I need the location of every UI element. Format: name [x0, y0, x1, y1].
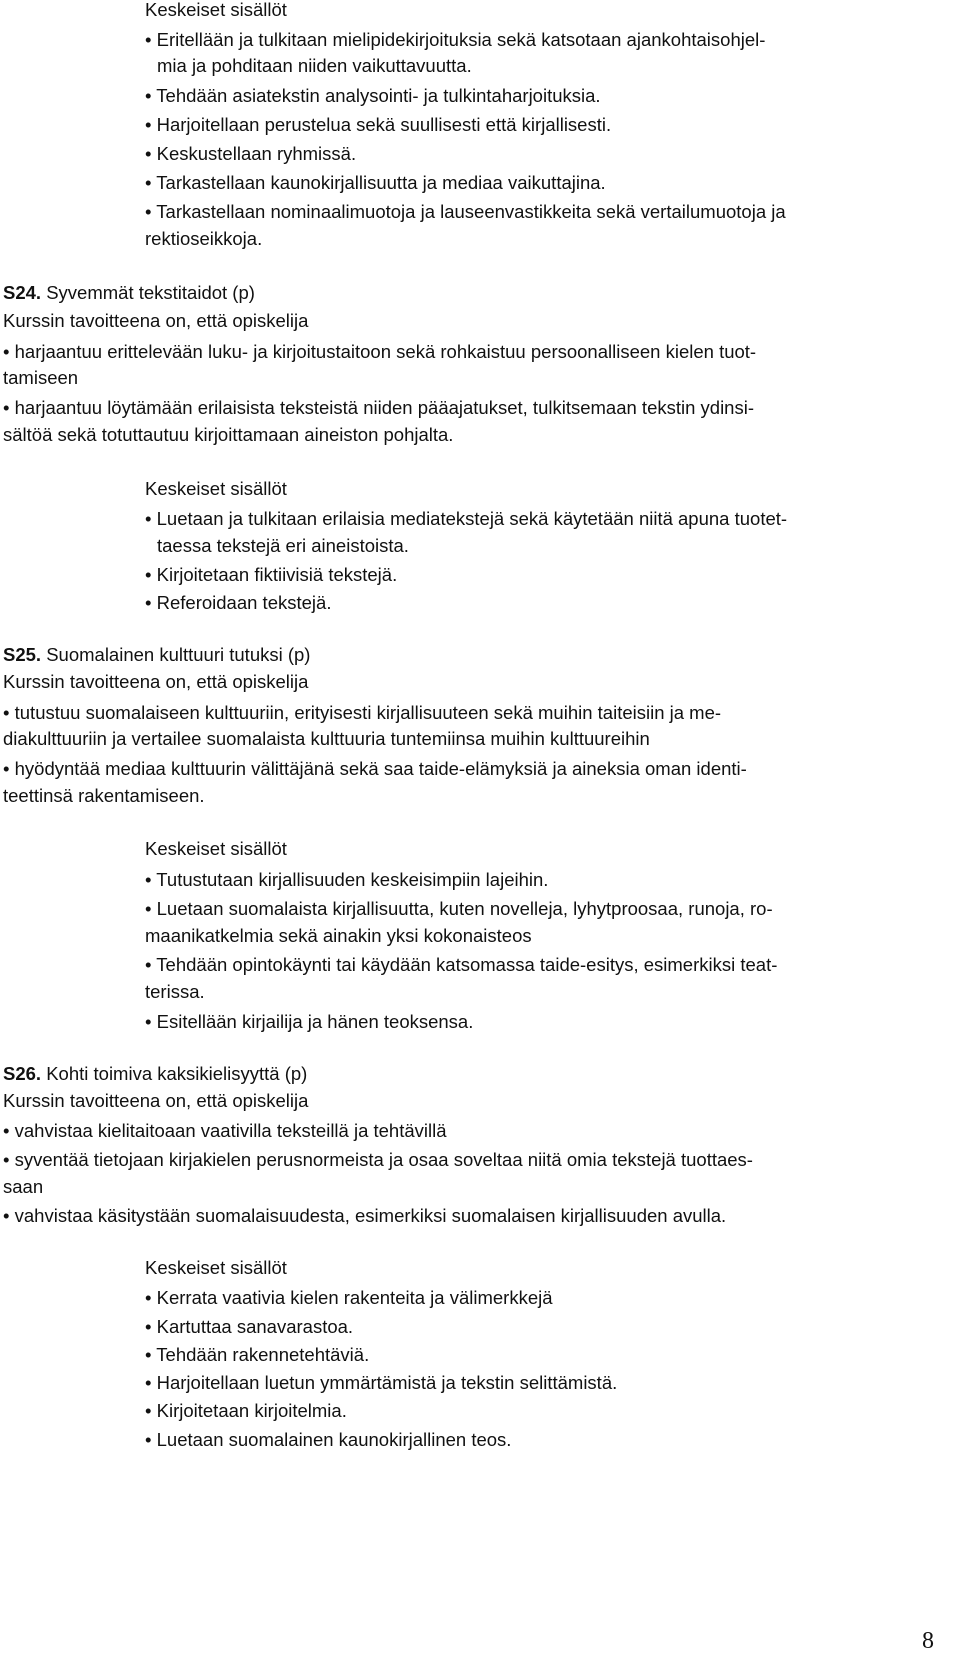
- list-item: • Tehdään asiatekstin analysointi- ja tulkintaharjoituksia.: [145, 82, 601, 110]
- goal-item-continuation: teettinsä rakentamiseen.: [3, 785, 205, 806]
- list-item: • Tarkastellaan kaunokirjallisuutta ja mediaa vaikuttajina.: [145, 169, 606, 197]
- goal-item: • harjaantuu löytämään erilaisista teksteistä niiden pääajatukset, tulkitsemaan tekstin ydinsi-: [3, 394, 754, 422]
- list-item: • Tutustutaan kirjallisuuden keskeisimpiin lajeihin.: [145, 866, 548, 894]
- list-item: • Kirjoitetaan kirjoitelmia.: [145, 1397, 347, 1425]
- section-heading: Keskeiset sisällöt: [145, 0, 287, 20]
- course-title-s25: [3, 641, 310, 669]
- goal-intro: Kurssin tavoitteena on, että opiskelija: [3, 671, 309, 692]
- list-item: • Keskustellaan ryhmissä.: [145, 140, 356, 168]
- list-item: • Luetaan suomalainen kaunokirjallinen teos.: [145, 1426, 511, 1454]
- list-item: • Esitellään kirjailija ja hänen teoksensa.: [145, 1008, 473, 1036]
- course-title-s26: [3, 1060, 307, 1088]
- goal-item-continuation: saan: [3, 1176, 44, 1197]
- goal-intro: Kurssin tavoitteena on, että opiskelija: [3, 1090, 309, 1111]
- goal-item: • vahvistaa käsitystään suomalaisuudesta, esimerkiksi suomalaisen kirjallisuuden avulla.: [3, 1202, 726, 1230]
- list-item: • Luetaan ja tulkitaan erilaisia mediatekstejä sekä käytetään niitä apuna tuotet-: [145, 505, 787, 533]
- list-item: • Tarkastellaan nominaalimuotoja ja lauseenvastikkeita sekä vertailumuotoja ja: [145, 198, 786, 226]
- course-name: Kohti toimiva kaksikielisyyttä (p): [46, 1063, 308, 1084]
- list-item: • Kirjoitetaan fiktiivisiä tekstejä.: [145, 561, 397, 589]
- section-heading: Keskeiset sisällöt: [145, 478, 287, 499]
- list-item: • Kerrata vaativia kielen rakenteita ja välimerkkejä: [145, 1284, 553, 1312]
- list-item-continuation: taessa tekstejä eri aineistoista.: [157, 535, 409, 556]
- list-item: • Harjoitellaan luetun ymmärtämistä ja tekstin selittämistä.: [145, 1369, 617, 1397]
- goal-item: • vahvistaa kielitaitoaan vaativilla teksteillä ja tehtävillä: [3, 1117, 447, 1145]
- list-item: • Referoidaan tekstejä.: [145, 589, 331, 617]
- goal-item-continuation: tamiseen: [3, 367, 79, 388]
- list-item: • Tehdään opintokäynti tai käydään katsomassa taide-esitys, esimerkiksi teat-: [145, 951, 777, 979]
- list-item: • Luetaan suomalaista kirjallisuutta, kuten novelleja, lyhytproosaa, runoja, ro-: [145, 895, 773, 923]
- list-item-continuation: rektioseikkoja.: [145, 228, 263, 249]
- course-code: S24.: [3, 282, 42, 303]
- list-item: • Harjoitellaan perustelua sekä suullisesti että kirjallisesti.: [145, 111, 611, 139]
- list-item: • Kartuttaa sanavarastoa.: [145, 1313, 353, 1341]
- goal-item-continuation: sältöä sekä totuttautuu kirjoittamaan aineiston pohjalta.: [3, 424, 454, 445]
- goal-intro: Kurssin tavoitteena on, että opiskelija: [3, 310, 309, 331]
- list-item-continuation: terissa.: [145, 981, 205, 1002]
- section-heading: Keskeiset sisällöt: [145, 1257, 287, 1278]
- list-item-continuation: maanikatkelmia sekä ainakin yksi kokonaisteos: [145, 925, 532, 946]
- goal-item: • hyödyntää mediaa kulttuurin välittäjänä sekä saa taide-elämyksiä ja aineksia oman identi-: [3, 755, 747, 783]
- goal-item: • harjaantuu erittelevään luku- ja kirjoitustaitoon sekä rohkaistuu persoonalliseen kielen tuot-: [3, 338, 756, 366]
- course-code: S25.: [3, 644, 42, 665]
- course-name: Suomalainen kulttuuri tutuksi (p): [46, 644, 311, 665]
- section-heading: Keskeiset sisällöt: [145, 838, 287, 859]
- course-code: S26.: [3, 1063, 42, 1084]
- goal-item: • syventää tietojaan kirjakielen perusnormeista ja osaa soveltaa niitä omia tekstejä tuottaes-: [3, 1146, 753, 1174]
- list-item-continuation: mia ja pohditaan niiden vaikuttavuutta.: [157, 55, 472, 76]
- list-item: • Tehdään rakennetehtäviä.: [145, 1341, 369, 1369]
- page-number: 8: [922, 1628, 934, 1654]
- list-item: • Eritellään ja tulkitaan mielipidekirjoituksia sekä katsotaan ajankohtaisohjel-: [145, 26, 765, 54]
- goal-item: • tutustuu suomalaiseen kulttuuriin, erityisesti kirjallisuuteen sekä muihin taiteisiin ja me-: [3, 699, 721, 727]
- goal-item-continuation: diakulttuuriin ja vertailee suomalaista kulttuuria tuntemiinsa muihin kulttuureihin: [3, 728, 650, 749]
- course-name: Syvemmät tekstitaidot (p): [46, 282, 255, 303]
- course-title-s24: [3, 279, 255, 307]
